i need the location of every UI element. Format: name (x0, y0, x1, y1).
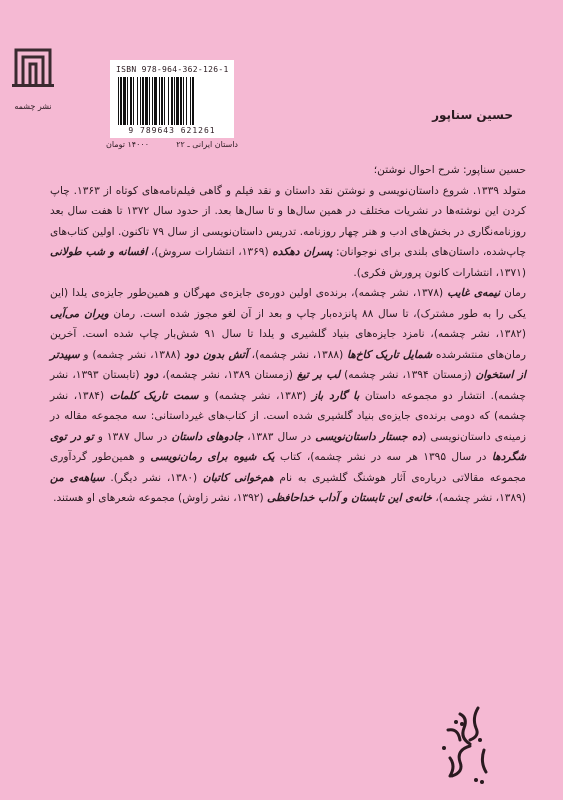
barcode-bar (154, 77, 157, 125)
barcode-bar (120, 77, 122, 125)
barcode-bar (159, 77, 160, 125)
barcode-digits: 9 789643 621261 (128, 126, 216, 135)
barcode-bar (130, 77, 132, 125)
bio-paragraph-early-works: متولد ۱۳۳۹. شروع داستان‌نویسی و نوشتن نقد داستان و نقد فیلم و گاهی فیلم‌نامه‌های کوتاه از ۱۳۶۳. چاپ کردن این نوشته‌ها در نشریات مختلف در همین سال‌ها و تا سال‌ها بعد. از حدود سال ۱۳۷۲ تا هفت سال بعد روزنامه‌نگاری در بخش‌های ادب و هنر چهار روزنامه. تدریس داستان‌نویسی از سال ۷۹ تاکنون. اولین کتاب‌های چاپ‌شده، داستان‌های بلندی برای نوجوانان: پسران دهکده (۱۳۶۹، انتشارات سروش)، افسانه و شب طولانی (۱۳۷۱، انتشارات کانون پرورش فکری). (50, 184, 527, 279)
book-title: دود (143, 369, 159, 381)
book-title: با گارد باز (311, 389, 360, 402)
calligraphy-title-stamp (430, 700, 500, 790)
barcode-bar (176, 77, 179, 125)
barcode-bar (118, 77, 119, 125)
barcode-bar (183, 77, 184, 125)
barcode-bar (140, 77, 141, 125)
barcode-bar (180, 77, 182, 125)
barcode-bar (186, 77, 187, 125)
book-title: خانه‌ی این تابستان و آداب خداحافظی (266, 492, 432, 504)
publisher-logo-icon (10, 40, 56, 96)
book-title: شمایل تاریک کاخ‌ها (347, 348, 433, 361)
price-label: ۱۴۰۰۰ تومان (106, 140, 149, 149)
book-title: ویران می‌آیی (50, 307, 109, 320)
book-title: سپیدتر از استخوان (50, 348, 526, 381)
barcode-bar (171, 77, 173, 125)
barcode-bar (168, 77, 169, 125)
bio-heading: حسین سناپور: شرح احوال نوشتن؛ (373, 164, 526, 176)
price-series-line (106, 140, 238, 149)
barcode-bar (161, 77, 163, 125)
book-title: یک شیوه برای رمان‌نویسی (150, 451, 275, 463)
bio-paragraph-novels: رمان نیمه‌ی غایب (۱۳۷۸، نشر چشمه)، برنده‌ی اولین دوره‌ی جایزه‌ی مهرگان و همین‌طور جایزه‌ی یلدا (این یکی را به طور مشترک)، تا سال ۸۸ پانزده‌بار چاپ و بعد از آن لغو مجوز شده است. رمان ویران می‌آیی (۱۳۸۲، نشر چشمه)، نامزد جایزه‌های بنیاد گلشیری و یلدا تا سال ۹۱ شش‌بار چاپ شده است. آخرین رمان‌های منتشرشده شمایل تاریک کاخ‌ها (۱۳۸۸، نشر چشمه)، آتش بدون دود (۱۳۸۸، نشر چشمه) و سپیدتر از استخوان (زمستان ۱۳۹۴، نشر چشمه) لب بر تیغ (زمستان ۱۳۸۹، نشر چشمه)، دود (تابستان ۱۳۹۳، نشر چشمه). انتشار دو مجموعه داستان با گارد باز (۱۳۸۳، نشر چشمه) و سمت تاریک کلمات (۱۳۸۴، نشر چشمه) که دومی برنده‌ی جایزه‌ی بنیاد گلشیری شده است. از کتاب‌های غیرداستانی: سه مجموعه مقاله در زمینه‌ی داستان‌نویسی (ده جستار داستان‌نویسی در سال ۱۳۸۳، جادوهای داستان در سال ۱۳۸۷ و تو در توی شگردها در سال ۱۳۹۵ هر سه در نشر چشمه)، کتاب یک شیوه برای رمان‌نویسی و همین‌طور گردآوری مجموعه مقالاتی درباره‌ی آثار هوشنگ گلشیری به نام هم‌خوانی کاتبان (۱۳۸۰، نشر دیگر). سیاهه‌ی من (۱۳۸۹، نشر چشمه)، خانه‌ی این تابستان و آداب خداحافظی (۱۳۹۲، نشر زاوش) مجموعه شعرهای او هستند. (50, 287, 527, 504)
isbn-barcode (110, 60, 234, 138)
barcode-bar (123, 77, 126, 125)
book-title: سیاهه‌ی من (50, 471, 105, 484)
publisher-logo-text: نشر چشمه (14, 102, 52, 111)
barcode-bar (133, 77, 134, 125)
book-title: پسران دهکده (272, 246, 333, 258)
barcode-bar (149, 77, 150, 125)
barcode-bar (152, 77, 153, 125)
book-title: افسانه و شب طولانی (50, 246, 148, 258)
book-title: آتش بدون دود (184, 348, 248, 361)
barcode-bar (190, 77, 191, 125)
book-title: تو در توی شگردها (50, 430, 526, 463)
barcode-bar (142, 77, 144, 125)
book-title: ده جستار داستان‌نویسی (315, 430, 423, 443)
barcode-bar (174, 77, 175, 125)
series-label: داستان ایرانی ـ ۲۲ (176, 140, 238, 149)
barcode-bar (192, 77, 194, 125)
barcode-bar (164, 77, 165, 125)
book-title: سمت تاریک کلمات (109, 389, 199, 402)
isbn-text: ISBN 978-964-362-126-1 (116, 65, 229, 74)
book-title: هم‌خوانی کاتبان (202, 471, 274, 484)
barcode-bar (145, 77, 148, 125)
barcode-bar (127, 77, 128, 125)
book-title: جادوهای داستان (171, 430, 244, 443)
author-name: حسین سناپور (432, 108, 513, 122)
author-biography (50, 160, 526, 509)
book-title: لب بر تیغ (297, 369, 341, 381)
book-title: نیمه‌ی غایب (447, 287, 501, 299)
barcode-bar (137, 77, 138, 125)
publisher-logo (10, 40, 56, 111)
barcode-bars (116, 77, 228, 125)
